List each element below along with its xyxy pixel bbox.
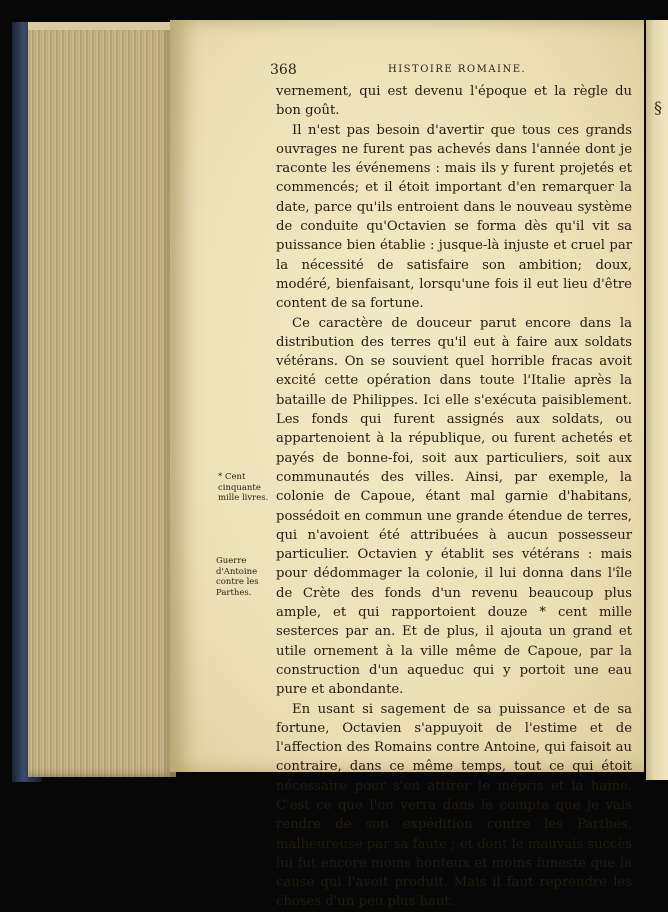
page-edges-top [28, 22, 176, 30]
paragraph: Il n'est pas besoin d'avertir que tous ces grands ouvrages ne furent pas achevés dans l'année dont je raconte les événemens : mais ils y furent projetés et commencés; et il étoit important d'en remarquer la date, parce qu'ils entroient dans le nouveau système de conduite qu'Octavien se forma dès qu'il vit sa puissance bien établie : jusque-là injuste et cruel par la nécessité de satisfaire son ambition; doux, modéré, bienfaisant, lorsqu'une fois il eut lieu d'être content de sa fortune. [276, 122, 632, 312]
running-title: HISTOIRE ROMAINE. [388, 64, 527, 75]
page-header [270, 62, 640, 82]
facing-page-symbol: § [654, 98, 662, 117]
page-edges [28, 22, 176, 777]
paragraph: vernement, qui est devenu l'époque et la règle du bon goût. [276, 84, 632, 119]
margin-note-footnote: * Cent cinquante mille livres. [218, 472, 269, 503]
margin-note-section: Guerre d'Antoine contre les Parthes. [216, 556, 259, 598]
page-number: 368 [270, 62, 297, 78]
body-text [276, 82, 632, 912]
facing-page [646, 20, 668, 780]
paragraph: Ce caractère de douceur parut encore dans la distribution des terres qu'il eut à faire aux soldats vétérans. On se souvient quel horrible fracas avoit excité cette opération dans toute l'Italie après la bataille de Philippes. Ici elle s'exécuta paisiblement. Les fonds qui furent assignés aux soldats, ou appartenoient à la république, ou furent achetés et payés de bonne-foi, soit aux particuliers, soit aux communautés des villes. Ainsi, par exemple, la colonie de Capoue, étant mal garnie d'habitans, possédoit en commun une grande étendue de terres, qui n'avoient été attribuées à aucun possesseur particulier. Octavien y établit ses vétérans : mais pour dédommager la colonie, il lui donna dans l'île de Crète des fonds d'un revenu beaucoup plus ample, et qui rapportoient douze * cent mille sesterces par an. Et de plus, il ajouta un grand et utile ornement à la ville même de Capoue, par la construction d'un aqueduc qui y portoit une eau pure et abondante. [276, 315, 632, 698]
paragraph: En usant si sagement de sa puissance et de sa fortune, Octavien s'appuyoit de l'estime et de l'affection des Romains contre Antoine, qui faisoit au contraire, dans ce même temps, tout ce qui étoit nécessaire pour s'en attirer le mépris et la haine. C'est ce que l'on verra dans le compte que je vais rendre de son expédition contre les Parthes, malheureuse par sa faute ; et dont le mauvais succès lui fut encore moins honteux et moins funeste que la cause qui l'avoit produit. Mais il faut reprendre les choses d'un peu plus haut. [276, 701, 632, 910]
